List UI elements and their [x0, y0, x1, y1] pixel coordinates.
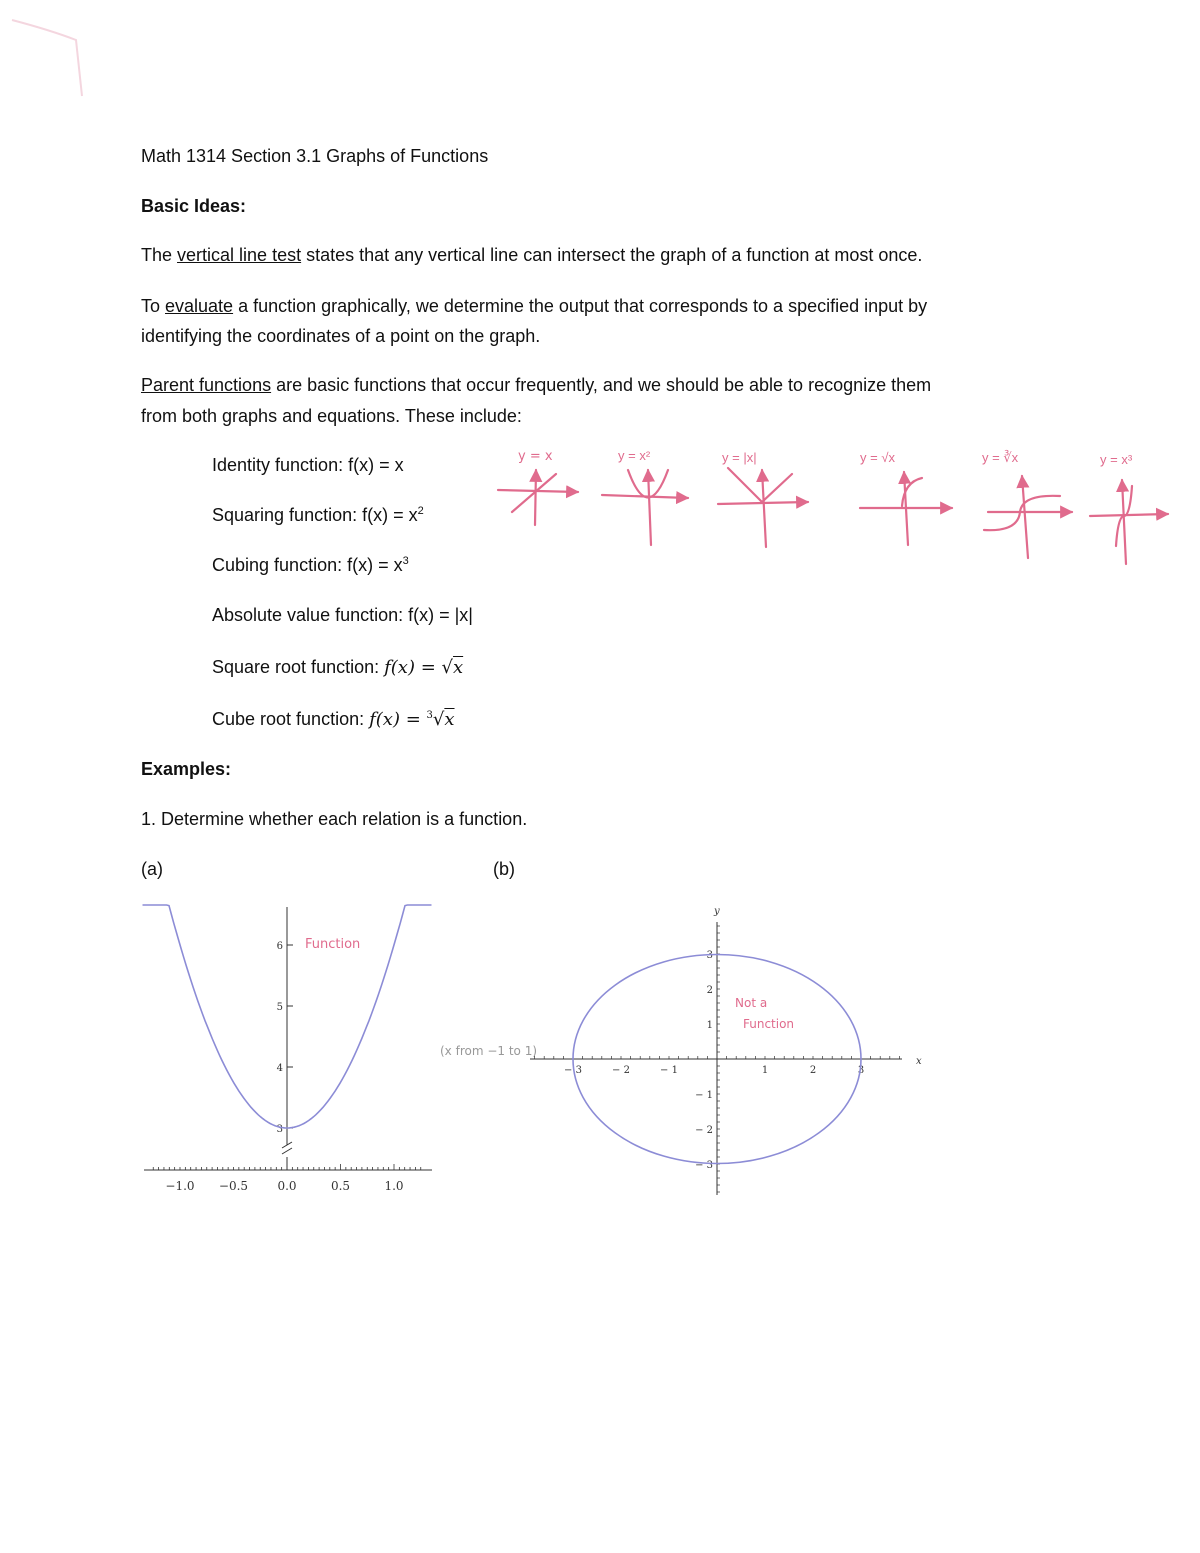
square-root-function: [212, 652, 463, 683]
text-fragment: Square root function:: [212, 657, 385, 677]
absolute-value-function: Absolute value function: f(x) = |x|: [212, 605, 473, 625]
y-tick-label: 4: [276, 1063, 283, 1074]
y-axis-label: y: [714, 906, 720, 917]
annotation-not-a: Not a: [735, 996, 768, 1010]
annotation-function: Function: [743, 1017, 795, 1031]
sketch-identity: [498, 449, 578, 525]
term-evaluate: evaluate: [165, 296, 234, 316]
y-tick-label: 3: [706, 950, 713, 961]
sketch-label-cubing: y = x³: [1100, 452, 1133, 467]
radicand: x: [444, 709, 455, 730]
example-1-prompt: 1. Determine whether each relation is a function.: [141, 809, 528, 829]
term-vertical-line-test: vertical line test: [177, 245, 302, 265]
evaluate-paragraph-line2: identifying the coordinates of a point on the graph.: [141, 326, 541, 346]
y-tick-label: 6: [276, 941, 283, 952]
x-tick-label: 3: [857, 1065, 865, 1076]
sketch-cubing: [1090, 452, 1168, 564]
text-fragment: states that any vertical line can intersect the graph of a function at most once.: [301, 245, 923, 265]
x-tick-label: 2: [809, 1065, 817, 1076]
chart-b-ellipse: [430, 900, 930, 1200]
parent-function-sketches: [490, 440, 1180, 575]
corner-mark: [0, 0, 100, 110]
annotation-function: Function: [305, 937, 361, 952]
text-fragment: The: [141, 245, 178, 265]
squaring-function: [212, 500, 424, 530]
sketch-square-root: [860, 450, 952, 545]
text-fragment: Cube root function:: [212, 709, 370, 729]
x-tick-label: −0.5: [218, 1179, 249, 1193]
text-fragment: To: [141, 296, 166, 316]
x-axis-label: x: [916, 1056, 922, 1067]
x-tick-label: − 3: [564, 1065, 582, 1076]
exponent: 2: [417, 505, 424, 517]
page-title: Math 1314 Section 3.1 Graphs of Functions: [141, 146, 489, 166]
text-fragment: Squaring function: f(x) = x: [212, 505, 418, 525]
part-b-label: (b): [493, 859, 515, 879]
text-fragment: are basic functions that occur frequently, and we should be able to recognize them: [271, 375, 932, 395]
text-fragment: Cubing function: f(x) = x: [212, 555, 403, 575]
parent-functions-paragraph: [141, 370, 931, 400]
sketch-cube-root: [982, 450, 1072, 558]
radicand: x: [452, 657, 464, 678]
vertical-line-test-paragraph: [141, 240, 922, 270]
root-index: 3: [426, 710, 433, 721]
x-tick-label: 0.5: [330, 1179, 351, 1193]
part-a-label: (a): [141, 859, 163, 879]
y-tick-label: 1: [706, 1020, 713, 1031]
y-tick-label: 2: [706, 985, 713, 996]
examples-heading: Examples:: [141, 759, 232, 779]
y-tick-label: − 1: [695, 1090, 713, 1101]
y-tick-label: 5: [276, 1002, 283, 1013]
math-lhs: f(x) =: [384, 657, 442, 678]
identity-function: Identity function: f(x) = x: [212, 455, 404, 475]
text-fragment: a function graphically, we determine the output that corresponds to a specified input by: [233, 296, 928, 316]
sqrt-symbol: √: [432, 709, 445, 730]
sketch-squaring: [602, 448, 688, 545]
sketch-absolute: [718, 450, 808, 547]
sketch-label-absolute: y = |x|: [722, 450, 757, 465]
y-tick-label: − 2: [695, 1125, 713, 1136]
y-tick-label: − 3: [695, 1160, 713, 1171]
basic-ideas-heading: Basic Ideas:: [141, 196, 247, 216]
cube-root-function: [212, 704, 455, 735]
x-tick-label: − 2: [612, 1065, 630, 1076]
chart-a-parabola: [130, 895, 450, 1205]
sketch-label-identity: y = x: [518, 449, 553, 464]
x-tick-label: − 1: [660, 1065, 678, 1076]
evaluate-paragraph: [141, 291, 927, 321]
term-parent-functions: Parent functions: [141, 375, 272, 395]
math-lhs: f(x) =: [369, 709, 427, 730]
sqrt-symbol: √: [441, 657, 453, 678]
x-tick-label: 1.0: [384, 1179, 404, 1193]
parent-functions-line2: from both graphs and equations. These include:: [141, 406, 522, 426]
x-tick-label: 1: [761, 1065, 769, 1076]
exponent: 3: [402, 555, 409, 567]
x-tick-label: −1.0: [165, 1179, 195, 1193]
x-range-note: (x from −1 to 1): [440, 1044, 538, 1058]
cubing-function: [212, 550, 409, 580]
x-tick-label: 0.0: [277, 1179, 297, 1193]
sketch-label-cube-root: y = ∛x: [982, 450, 1019, 465]
sketch-label-squaring: y = x²: [618, 448, 651, 463]
sketch-label-square-root: y = √x: [860, 450, 895, 465]
y-tick-label: 3: [276, 1124, 283, 1135]
